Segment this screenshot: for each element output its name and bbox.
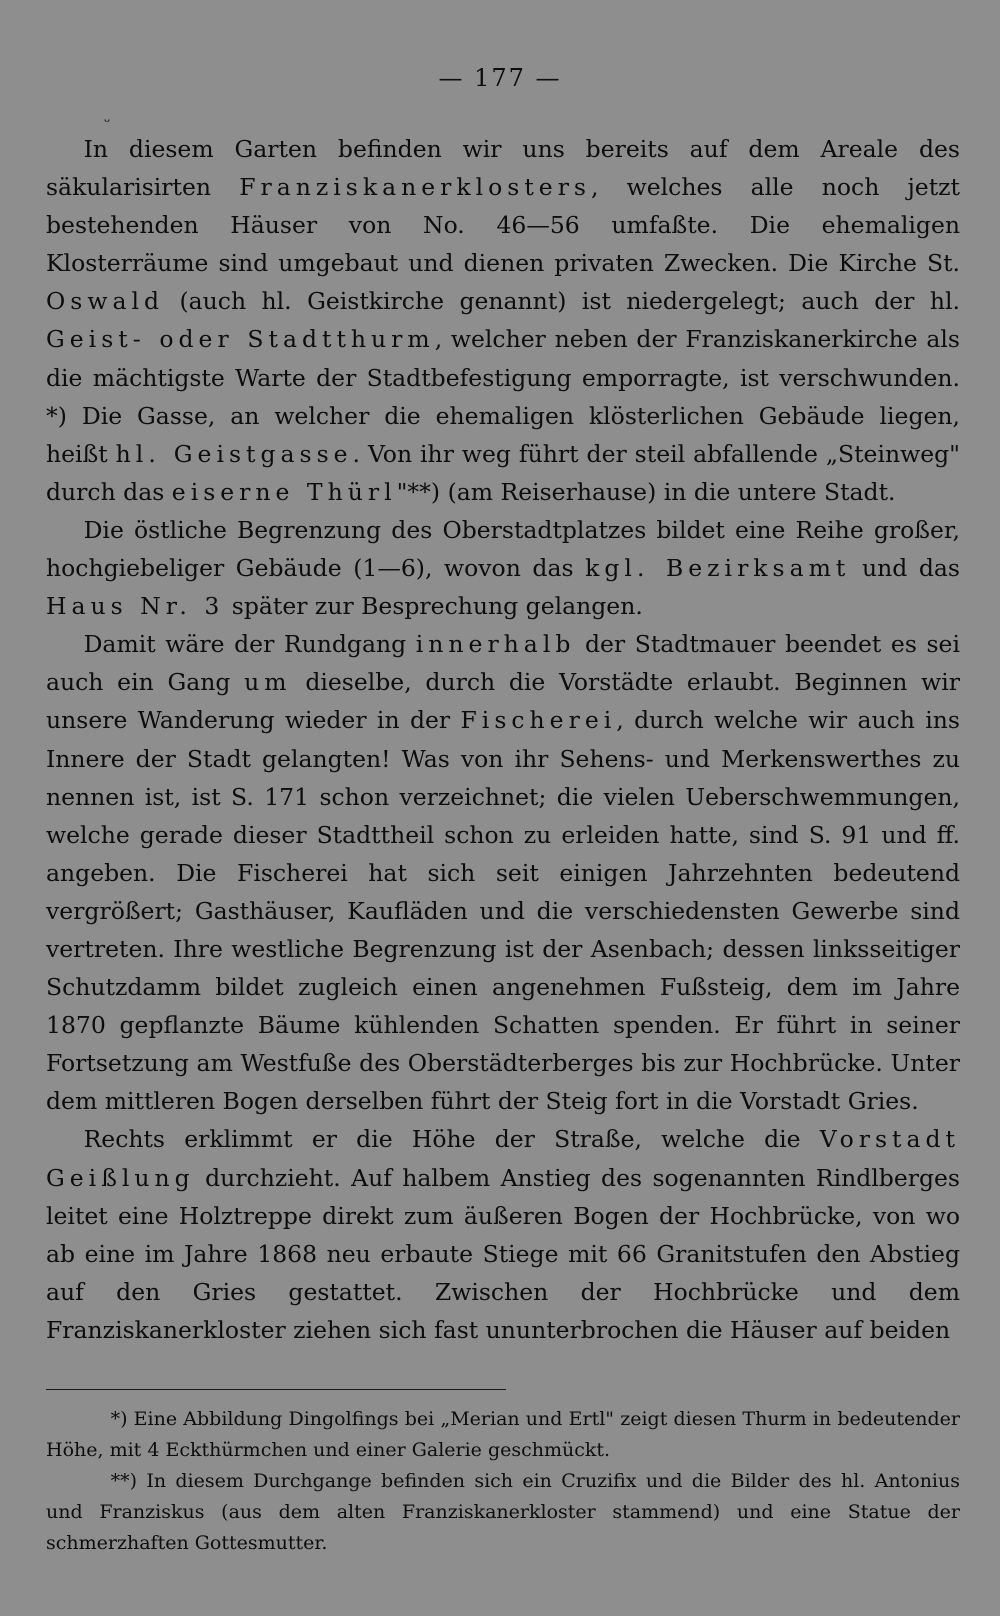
text-run: durchzieht. Auf halbem Anstieg des sogenannten Rindlberges leitet eine Holztreppe direkt zum äußeren Bogen der Hochbrücke, von wo ab eine im Jahre 1868 neu erbaute Stiege mit 66 Granitstufen den Abstieg auf den Gries gestattet. Zwischen der Hochbrücke und dem Franziskanerkloster ziehen sich fast ununterbrochen die Häuser auf beiden <box>46 1163 960 1344</box>
spaced-text: Vorstadt Geißlung <box>46 1125 960 1192</box>
paragraph-2 <box>46 511 960 625</box>
text-run: und das <box>861 554 960 583</box>
spaced-text: Haus Nr. 3 <box>46 592 225 621</box>
spaced-text: Fischerei <box>460 706 617 735</box>
footnotes <box>46 1404 960 1559</box>
text-run: , durch welche wir auch ins Innere der Stadt gelangten! Was von ihr Sehens- und Merkenswerthes zu nennen ist, ist S. 171 schon verzeichnet; die vielen Ueberschwemmungen, welche gerade dieser Stadttheil schon zu erleiden hatte, sind S. 91 und ff. angeben. Die Fischerei hat sich seit einigen Jahrzehnten bedeutend vergrößert; Gasthäuser, Kaufläden und die verschiedensten Gewerbe sind vertreten. Ihre westliche Begrenzung ist der Asenbach; dessen linksseitiger Schutzdamm bildet zugleich einen angenehmen Fußsteig, dem im Jahre 1870 gepflanzte Bäume kühlenden Schatten spenden. Er führt in seiner Fortsetzung am Westfuße des Oberstädterberges bis zur Hochbrücke. Unter dem mittleren Bogen derselben führt der Steig fort in die Vorstadt Gries. <box>46 706 960 1116</box>
text-run: (auch hl. Geistkirche genannt) ist niedergelegt; auch der hl. <box>179 287 960 316</box>
spaced-text: Oswald <box>46 287 165 316</box>
spaced-text: Franziskanerklosters <box>239 173 591 202</box>
text-run: . Von ihr weg führt der steil abfallende „Steinweg" durch das <box>46 439 960 506</box>
footnote-2: **) In diesem Durchgange befinden sich ein Cruzifix und die Bilder des hl. Antonius und Franziskus (aus dem alten Franziskanerkloster stammend) und eine Statue der schmerzhaften Gottesmutter. <box>46 1470 960 1554</box>
text-run: der Stadtmauer beendet es sei auch ein Gang <box>46 630 960 697</box>
footnote-1: *) Eine Abbildung Dingolfings bei „Merian und Ertl" zeigt diesen Thurm in bedeutender Höhe, mit 4 Eckthürmchen und einer Galerie geschmückt. <box>46 1408 960 1461</box>
print-mark: ᵕ <box>104 112 111 131</box>
text-run: Rechts erklimmt er die Höhe der Straße, welche die <box>83 1125 801 1154</box>
paragraph-3 <box>46 625 960 1120</box>
text-run: In diesem Garten befinden wir uns bereits auf dem Areale des säkularisirten <box>46 135 960 202</box>
text-run: , welches alle noch jetzt bestehenden Häuser von No. 46—56 umfaßte. Die ehemaligen Klosterräume sind umgebaut und dienen privaten Zwecken. Die Kirche St. <box>46 173 960 278</box>
text-run: , welcher neben der Franziskanerkirche als die mächtigste Warte der Stadtbefestigung emporragte, ist verschwunden. *) Die Gasse, an welcher die ehemaligen klösterlichen Gebäude liegen, heißt <box>46 325 960 468</box>
spaced-text: kgl. Bezirksamt <box>585 554 851 583</box>
paragraph-1 <box>46 130 960 511</box>
spaced-text: Geist- oder Stadtthurm <box>46 325 435 354</box>
page-number: — 177 — <box>438 64 562 92</box>
paragraph-4 <box>46 1120 960 1349</box>
spaced-text: innerhalb <box>415 630 576 659</box>
text-run: später zur Besprechung gelangen. <box>231 592 643 621</box>
spaced-text: um <box>244 668 292 697</box>
text-run: Damit wäre der Rundgang <box>83 630 407 659</box>
text-run: Die östliche Begrenzung des Oberstadtplatzes bildet eine Reihe großer, hochgiebeliger Gebäude (1—6), wovon das <box>46 515 960 583</box>
footnote-rule <box>46 1389 506 1390</box>
text-run: "**) (am Reiserhause) in die untere Stadt. <box>396 477 896 506</box>
text-run: dieselbe, durch die Vorstädte erlaubt. Beginnen wir unsere Wanderung wieder in der <box>46 668 960 735</box>
spaced-text: hl. Geistgasse <box>115 439 353 468</box>
spaced-text: eiserne Thürl <box>171 477 397 506</box>
body-text <box>46 130 960 1349</box>
